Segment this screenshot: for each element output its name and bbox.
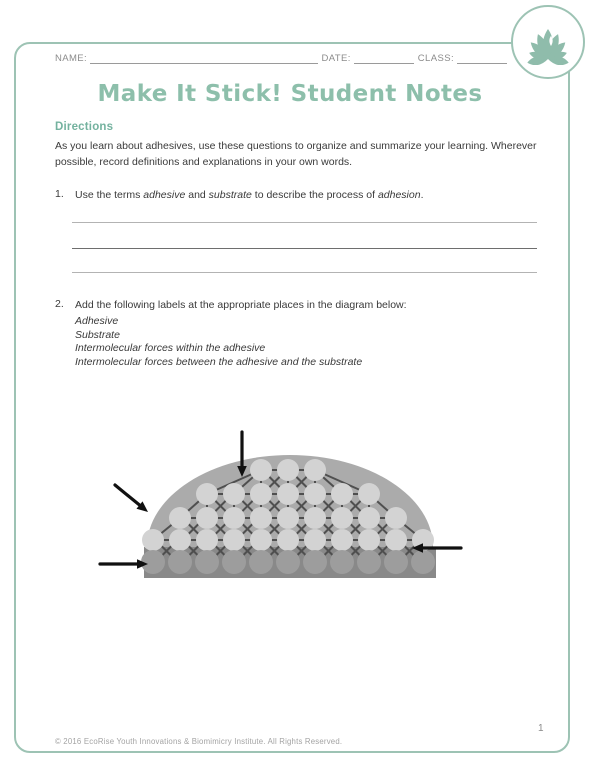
page-title: Make It Stick! Student Notes — [97, 81, 483, 107]
name-label: NAME: — [55, 53, 88, 64]
answer-line-1[interactable] — [72, 222, 537, 223]
question-1 — [55, 188, 560, 202]
header-fields — [55, 50, 507, 64]
adhesion-diagram — [80, 420, 500, 595]
question-2-text: Add the following labels at the appropriate places in the diagram below: — [75, 299, 407, 311]
date-label: DATE: — [321, 53, 351, 64]
lotus-icon — [521, 19, 575, 65]
name-field-line[interactable] — [90, 52, 317, 64]
class-field-line[interactable] — [457, 52, 507, 64]
question-2 — [55, 298, 560, 369]
logo-badge — [511, 5, 585, 79]
copyright-text: © 2016 EcoRise Youth Innovations & Biomimicry Institute. All Rights Reserved. — [55, 737, 343, 746]
answer-line-2[interactable] — [72, 248, 537, 249]
question-2-number: 2. — [55, 298, 64, 310]
answer-line-3[interactable] — [72, 272, 537, 273]
diagram-label-forces-within: Intermolecular forces within the adhesive — [75, 342, 266, 355]
diagram-label-forces-between: Intermolecular forces between the adhesive and the substrate — [75, 355, 363, 368]
question-1-text: Use the terms adhesive and substrate to describe the process of adhesion. — [75, 189, 424, 201]
directions-heading: Directions — [55, 121, 114, 133]
question-1-number: 1. — [55, 188, 64, 200]
page-number: 1 — [538, 723, 544, 734]
directions-body: As you learn about adhesives, use these questions to organize and summarize your learning. Wherever possible, record definitions and explanations in your own words. — [55, 140, 537, 168]
class-label: CLASS: — [417, 53, 454, 64]
date-field-line[interactable] — [354, 52, 414, 64]
diagram-label-adhesive: Adhesive — [75, 315, 119, 327]
diagram-label-substrate: Substrate — [75, 328, 120, 341]
